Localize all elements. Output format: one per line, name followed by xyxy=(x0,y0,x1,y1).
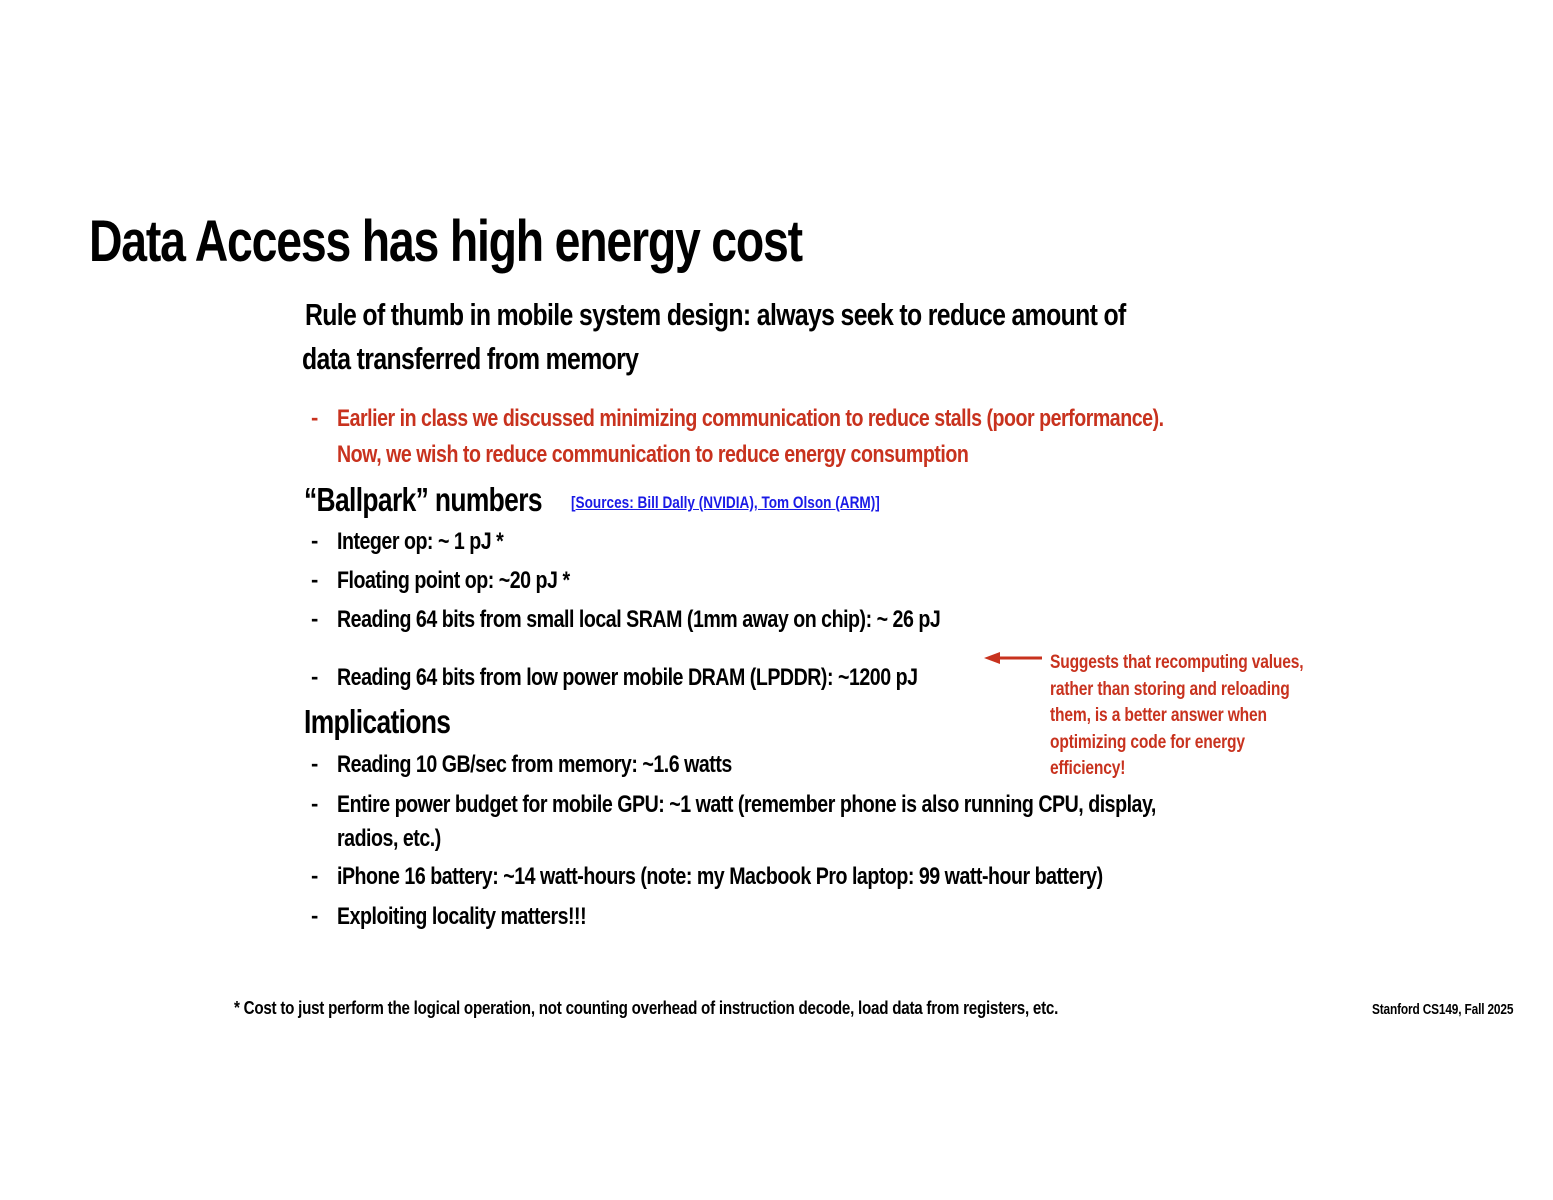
implication-item-gpu-budget-cont: radios, etc.) xyxy=(337,825,441,852)
implication-item-battery: iPhone 16 battery: ~14 watt-hours (note: my Macbook Pro laptop: 99 watt-hour battery) xyxy=(337,863,1103,890)
course-label: Stanford CS149, Fall 2025 xyxy=(1372,1002,1514,1018)
annotation-line-4: optimizing code for energy xyxy=(1050,731,1245,753)
implication-item-gpu-budget: Entire power budget for mobile GPU: ~1 watt (remember phone is also running CPU, display, xyxy=(337,791,1156,818)
ballpark-item-dram: Reading 64 bits from low power mobile DRAM (LPDDR): ~1200 pJ xyxy=(337,664,918,691)
sources-link[interactable]: Sources: Bill Dally (NVIDIA), Tom Olson (ARM) xyxy=(575,493,876,512)
source-bracket-close: ] xyxy=(875,493,880,512)
bullet-dash: - xyxy=(311,528,319,553)
footnote: * Cost to just perform the logical operation, not counting overhead of instruction decode, load data from registers, etc. xyxy=(234,997,1059,1018)
bullet-dash: - xyxy=(311,405,319,430)
annotation-line-5: efficiency! xyxy=(1050,758,1126,779)
implication-item-bandwidth: Reading 10 GB/sec from memory: ~1.6 watts xyxy=(337,751,732,778)
implications-heading: Implications xyxy=(304,703,451,740)
slide-title: Data Access has high energy cost xyxy=(89,209,802,274)
annotation-line-1: Suggests that recomputing values, xyxy=(1050,652,1304,673)
implication-item-locality: Exploiting locality matters!!! xyxy=(337,903,587,930)
intro-line-2: data transferred from memory xyxy=(302,341,639,376)
ballpark-item-integer-op: Integer op: ~ 1 pJ * xyxy=(337,528,504,555)
bullet-dash: - xyxy=(311,751,319,776)
sources-citation xyxy=(571,493,880,513)
bullet-dash: - xyxy=(311,606,319,631)
red-note-line-1: Earlier in class we discussed minimizing communication to reduce stalls (poor performance). xyxy=(337,405,1164,432)
ballpark-item-sram: Reading 64 bits from small local SRAM (1mm away on chip): ~ 26 pJ xyxy=(337,606,941,633)
source-bracket-open: [ xyxy=(571,493,576,512)
bullet-dash: - xyxy=(311,664,319,689)
annotation-line-3: them, is a better answer when xyxy=(1050,705,1267,726)
ballpark-heading: “Ballpark” numbers xyxy=(304,481,542,518)
recompute-annotation xyxy=(1050,652,1359,785)
ballpark-item-float-op: Floating point op: ~20 pJ * xyxy=(337,567,570,594)
annotation-line-2: rather than storing and reloading xyxy=(1050,678,1290,700)
red-note-line-2: Now, we wish to reduce communication to reduce energy consumption xyxy=(337,441,969,468)
bullet-dash: - xyxy=(311,903,319,928)
intro-line-1: Rule of thumb in mobile system design: always seek to reduce amount of xyxy=(305,297,1126,332)
arrow-left-icon xyxy=(984,650,1044,666)
bullet-dash: - xyxy=(311,567,319,592)
bullet-dash: - xyxy=(311,863,319,888)
bullet-dash: - xyxy=(311,791,319,816)
